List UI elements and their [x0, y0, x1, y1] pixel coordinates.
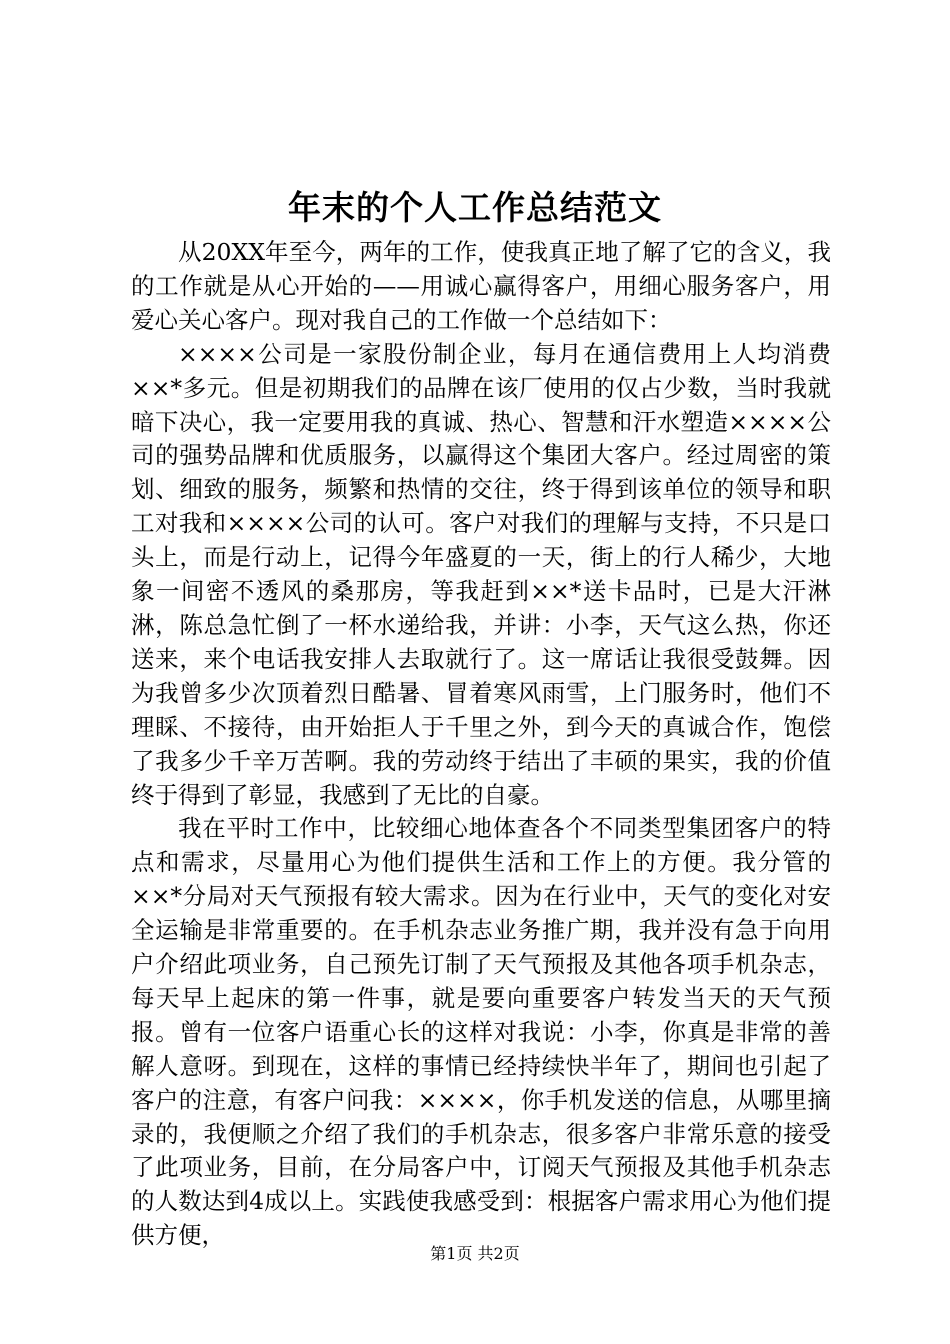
paragraph-company-client: ××××公司是一家股份制企业，每月在通信费用上人均消费××*多元。但是初期我们的品牌在该厂使用的仅占少数，当时我就暗下决心，我一定要用我的真诚、热心、智慧和汗水塑造××××公司的强势品牌和优质服务，以赢得这个集团大客户。经过周密的策划、细致的服务，频繁和热情的交往，终于得到该单位的领导和职工对我和××××公司的认可。客户对我们的理解与支持，不只是口头上，而是行动上，记得今年盛夏的一天，街上的行人稀少，大地象一间密不透风的桑那房，等我赶到××*送卡品时，已是大汗淋淋，陈总急忙倒了一杯水递给我，并讲：小李，天气这么热，你还送来，来个电话我安排人去取就行了。这一席话让我很受鼓舞。因为我曾多少次顶着烈日酷暑、冒着寒风雨雪，上门服务时，他们不理睬、不接待，由开始拒人于千里之外，到今天的真诚合作，饱偿了我多少千辛万苦啊。我的劳动终于结出了丰硕的果实，我的价值终于得到了彰显，我感到了无比的自豪。: [131, 339, 831, 809]
page-footer: 第1页 共2页: [430, 1244, 520, 1263]
document-body: [131, 236, 831, 1253]
document-title: 年末的个人工作总结范文: [288, 188, 662, 227]
paragraph-weather-service: 我在平时工作中，比较细心地体查各个不同类型集团客户的特点和需求，尽量用心为他们提供生活和工作上的方便。我分管的××*分局对天气预报有较大需求。因为在行业中，天气的变化对安全运输是非常重要的。在手机杂志业务推广期，我并没有急于向用户介绍此项业务，自己预先订制了天气预报及其他各项手机杂志，每天早上起床的第一件事，就是要向重要客户转发当天的天气预报。曾有一位客户语重心长的这样对我说：小李，你真是非常的善解人意呀。到现在，这样的事情已经持续快半年了，期间也引起了客户的注意，有客户问我：××××，你手机发送的信息，从哪里摘录的，我便顺之介绍了我们的手机杂志，很多客户非常乐意的接受了此项业务，目前，在分局客户中，订阅天气预报及其他手机杂志的人数达到4成以上。实践使我感受到：根据客户需求用心为他们提供方便，: [131, 814, 831, 1250]
paragraph-intro: 从20XX年至今，两年的工作，使我真正地了解了它的含义，我的工作就是从心开始的——用诚心赢得客户，用细心服务客户，用爱心关心客户。现对我自己的工作做一个总结如下：: [131, 238, 831, 334]
